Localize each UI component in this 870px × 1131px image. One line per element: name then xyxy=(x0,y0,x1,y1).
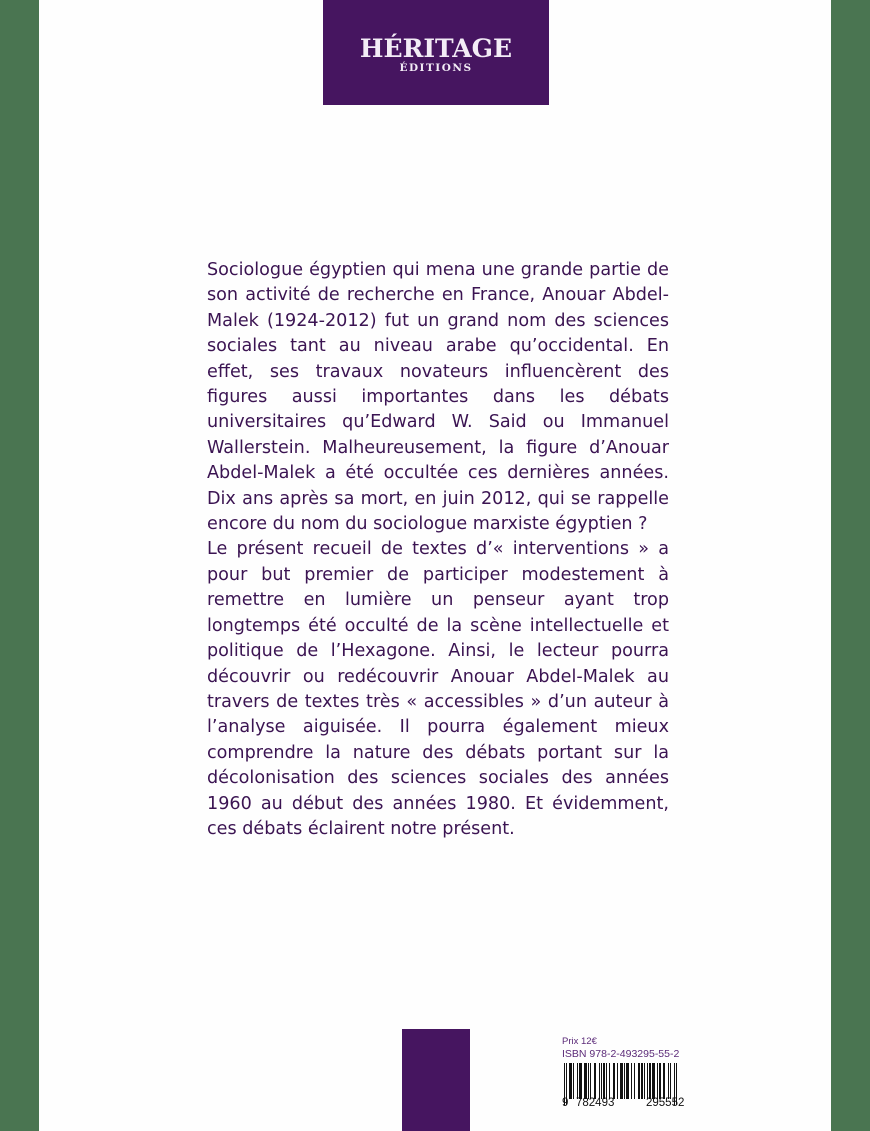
spine-accent-bar xyxy=(402,1029,470,1131)
blurb-paragraph-2: Le présent recueil de textes d’« interventions » a pour but premier de participer modestement à remettre en lumière un penseur ayant trop longtemps été occulté de la scène intellectuelle et politique de l’Hexagone. Ainsi, le lecteur pourra découvrir ou redécouvrir Anouar Abdel-Malek au travers de textes très « accessibles » d’un auteur à l’analyse aiguisée. Il pourra également mieux comprendre la nature des débats portant sur la décolonisation des sciences sociales des années 1960 au début des années 1980. Et évidemment, ces débats éclairent notre présent. xyxy=(207,539,669,839)
barcode-right-digits: 295552 xyxy=(646,1097,685,1109)
isbn-label: ISBN 978-2-493295-55-2 xyxy=(562,1048,680,1060)
barcode-block xyxy=(562,1036,722,1131)
barcode-first-digit: 9 xyxy=(562,1097,569,1109)
barcode-digits xyxy=(562,1097,722,1109)
back-cover-blurb xyxy=(207,258,669,842)
blurb-paragraph-1: Sociologue égyptien qui mena une grande partie de son activité de recherche en France, Anouar Abdel-Malek (1924-2012) fut un grand nom des sciences sociales tant au niveau arabe qu’occidental. En effet, ses travaux novateurs influencèrent des figures aussi importantes dans les débats universitaires qu’Edward W. Said ou Immanuel Wallerstein. Malheureusement, la figure d’Anouar Abdel-Malek a été occultée ces dernières années. Dix ans après sa mort, en juin 2012, qui se rappelle encore du nom du sociologue marxiste égyptien ? xyxy=(207,260,669,535)
price-label: Prix 12€ xyxy=(562,1036,597,1047)
barcode-left-digits: 782493 xyxy=(576,1097,615,1109)
publisher-logo xyxy=(323,0,549,105)
publisher-subtitle: ÉDITIONS xyxy=(399,61,473,74)
publisher-name: HÉRITAGE xyxy=(359,33,513,63)
